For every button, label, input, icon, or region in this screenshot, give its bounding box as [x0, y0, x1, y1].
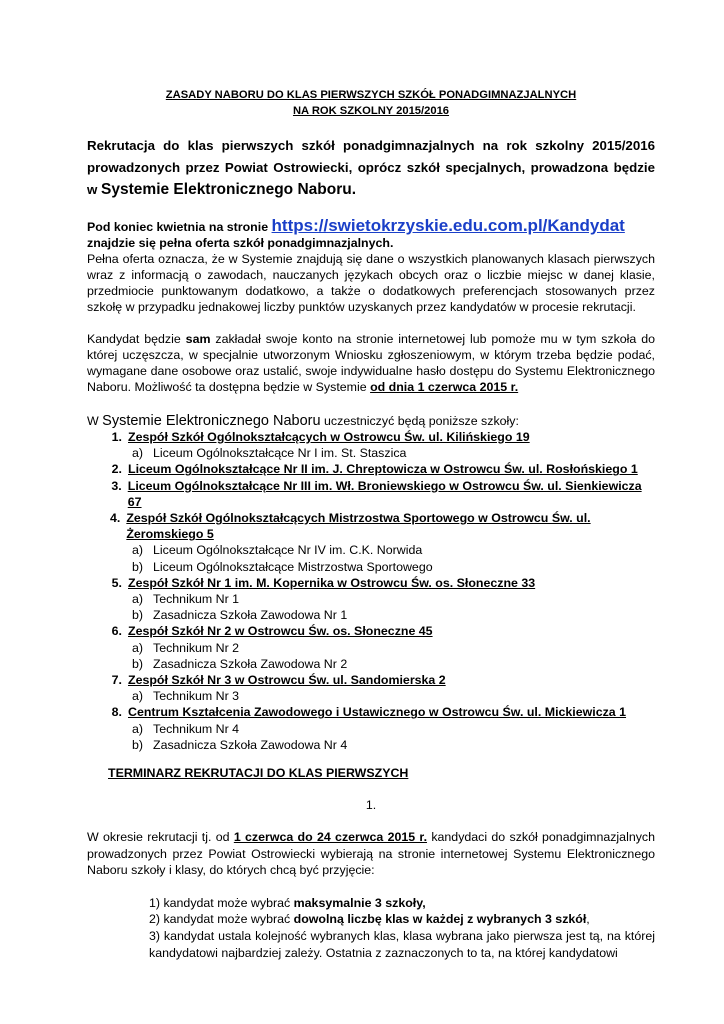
period-suffix: kandydaci do szkół ponadgimnazjalnych prowadzonych przez Powiat Ostrowiecki wybierają na stronie internetowej Systemu Elektronicznego Naboru szkoły i klasy, do których chcą być przyjęcie: [87, 830, 655, 878]
school-name: Liceum Ogólnokształcące Nr II im. J. Chreptowicza w Ostrowcu Św. ul. Rosłońskiego 1 [128, 462, 638, 477]
school-number: 1. [111, 430, 122, 444]
sub-school-name: Technikum Nr 1 [153, 592, 240, 607]
offer-body: Pełna oferta oznacza, że w Systemie znajdują się dane o wszystkich planowanych klasach pierwszych wraz z informacją o zawodach, nauczanych językach obcych oraz o liczbie miejsc w danej klasie, przedmiocie punktowanym dodatkowo, a także o dodatkowych preferencjach stosowanych przez szkołę w przypadku jednakowej liczby punktów uzyskanych przez kandydatów w procesie rekrutacji. [87, 252, 655, 314]
school-name: Zespół Szkół Ogólnokształcących Mistrzostwa Sportowego w Ostrowcu Św. ul. Żeromskiego 5 [126, 511, 591, 542]
rule-text: 3) kandydat ustala kolejność wybranych klas, klasa wybrana jako pierwsza jest tą, na której kandydatowi najbardziej zależy. Ostatnia z zaznaczonych to ta, na której kandydatowi [149, 929, 655, 960]
school-name: Liceum Ogólnokształcące Nr III im. Wł. Broniewskiego w Ostrowcu Św. ul. Sienkiewicza 67 [127, 478, 642, 509]
school-name: Centrum Kształcenia Zawodowego i Ustawicznego w Ostrowcu Św. ul. Mickiewicza 1 [128, 705, 627, 720]
school-item [87, 575, 655, 624]
sub-school-item [87, 688, 655, 704]
school-item [87, 461, 655, 477]
sub-school-item [87, 591, 655, 607]
rule-bold-text: dowolną liczbę klas w każdej z wybranych 3 szkół [293, 912, 587, 927]
offer-paragraph [87, 218, 655, 315]
school-item [87, 478, 655, 510]
sub-school-name: Technikum Nr 2 [153, 640, 240, 655]
sub-school-name: Technikum Nr 3 [153, 689, 240, 704]
sub-school-letter: b) [131, 737, 143, 752]
school-number: 4. [109, 511, 121, 526]
rule-item [149, 911, 655, 928]
period-prefix: W okresie rekrutacji tj. od [87, 830, 230, 845]
sub-school-letter: a) [131, 689, 143, 704]
sub-school-item [87, 656, 655, 672]
schools-list [87, 429, 655, 753]
school-item [87, 429, 655, 461]
sub-school-item [87, 559, 655, 575]
document-title-line2: NA ROK SZKOLNY 2015/2016 [292, 105, 450, 117]
school-number: 6. [111, 624, 122, 639]
document-title-line1: ZASADY NABORU DO KLAS PIERWSZYCH SZKÓŁ PONADGIMNAZJALNYCH [165, 89, 577, 101]
sub-school-name: Zasadnicza Szkoła Zawodowa Nr 4 [153, 737, 348, 752]
schools-intro [87, 413, 655, 429]
rule-bold-text: maksymalnie 3 szkoły, [293, 895, 426, 910]
intro-text: Rekrutacja do klas pierwszych szkół ponadgimnazjalnych na rok szkolny 2015/2016 prowadzonych przez Powiat Ostrowiecki, oprócz szkół specjalnych, prowadzona będzie w [87, 138, 655, 197]
schools-intro-system-name: Systemie Elektronicznego Naboru [102, 413, 321, 429]
account-part1: Kandydat będzie [87, 332, 181, 346]
account-bold-word: sam [185, 332, 211, 346]
school-name: Zespół Szkół Nr 1 im. M. Kopernika w Ostrowcu Św. os. Słoneczne 33 [128, 575, 536, 590]
sub-school-item [87, 640, 655, 656]
offer-lead: Pod koniec kwietnia na stronie [87, 220, 269, 234]
school-name: Zespół Szkół Nr 3 w Ostrowcu Św. ul. Sandomierska 2 [128, 673, 446, 688]
school-number: 7. [111, 673, 122, 688]
sub-school-name: Technikum Nr 4 [153, 721, 240, 736]
sub-school-name: Liceum Ogólnokształcące Nr I im. St. Staszica [153, 446, 407, 461]
sub-school-letter: b) [131, 656, 143, 671]
school-item [87, 704, 655, 753]
account-date: od dnia 1 czerwca 2015 r. [370, 380, 519, 394]
rules-list [149, 895, 655, 962]
sub-school-name: Zasadnicza Szkoła Zawodowa Nr 2 [153, 656, 348, 671]
period-dates: 1 czerwca do 24 czerwca 2015 r. [233, 830, 428, 845]
offer-url-link[interactable]: https://swietokrzyskie.edu.com.pl/Kandydat [271, 216, 625, 235]
schools-intro-prefix: W [87, 414, 99, 428]
schools-intro-suffix: uczestniczyć będą poniższe szkoły: [324, 414, 519, 428]
sub-school-letter: b) [131, 608, 143, 623]
rule-item [149, 928, 655, 962]
document-page [87, 80, 655, 962]
sub-school-letter: b) [131, 559, 143, 574]
school-number: 8. [111, 705, 122, 720]
sub-school-letter: a) [131, 592, 143, 607]
sub-school-item [87, 721, 655, 737]
sub-school-item [87, 607, 655, 623]
sub-school-letter: a) [131, 721, 143, 736]
sub-school-name: Zasadnicza Szkoła Zawodowa Nr 1 [153, 608, 348, 623]
school-name: Zespół Szkół Nr 2 w Ostrowcu Św. os. Słoneczne 45 [128, 624, 433, 639]
school-item [87, 623, 655, 672]
period-paragraph [87, 829, 655, 879]
rule-item [149, 895, 655, 912]
sub-school-letter: a) [131, 543, 143, 558]
school-item [87, 672, 655, 704]
sub-school-name: Liceum Ogólnokształcące Nr IV im. C.K. Norwida [153, 543, 423, 558]
school-number: 2. [111, 462, 122, 477]
intro-system-name: Systemie Elektronicznego Naboru. [101, 181, 357, 198]
school-name: Zespół Szkół Ogólnokształcących w Ostrowcu Św. ul. Kilińskiego 19 [128, 430, 530, 444]
account-paragraph [87, 331, 655, 395]
rule-suffix: , [586, 912, 590, 927]
school-item [87, 510, 655, 575]
sub-school-item [87, 737, 655, 753]
section-number: 1. [365, 798, 377, 813]
sub-school-name: Liceum Ogólnokształcące Mistrzostwa Sportowego [153, 559, 433, 574]
sub-school-item [87, 445, 655, 461]
rule-text: 1) kandydat może wybrać [149, 895, 291, 910]
offer-lead-end: znajdzie się pełna oferta szkół ponadgimnazjalnych. [87, 236, 394, 250]
sub-school-item [87, 542, 655, 558]
rule-text: 2) kandydat może wybrać [149, 912, 291, 927]
sub-school-letter: a) [131, 640, 143, 655]
sub-school-letter: a) [131, 446, 143, 461]
school-number: 3. [111, 478, 122, 493]
school-number: 5. [111, 575, 122, 590]
account-part2: zakładał swoje konto na stronie internetowej lub pomoże mu w tym szkoła do której uczęszcza, w specjalnie utworzonym Wniosku zgłoszeniowym, w którym trzeba będzie podać, wymagane dane osobowe oraz ustalić, swoje indywidualne hasło dostępu do Systemu Elektronicznego Naboru. Możliwość ta dostępna będzie w Systemie [87, 332, 655, 394]
timetable-heading: TERMINARZ REKRUTACJI DO KLAS PIERWSZYCH [108, 766, 409, 781]
intro-paragraph [87, 135, 655, 201]
